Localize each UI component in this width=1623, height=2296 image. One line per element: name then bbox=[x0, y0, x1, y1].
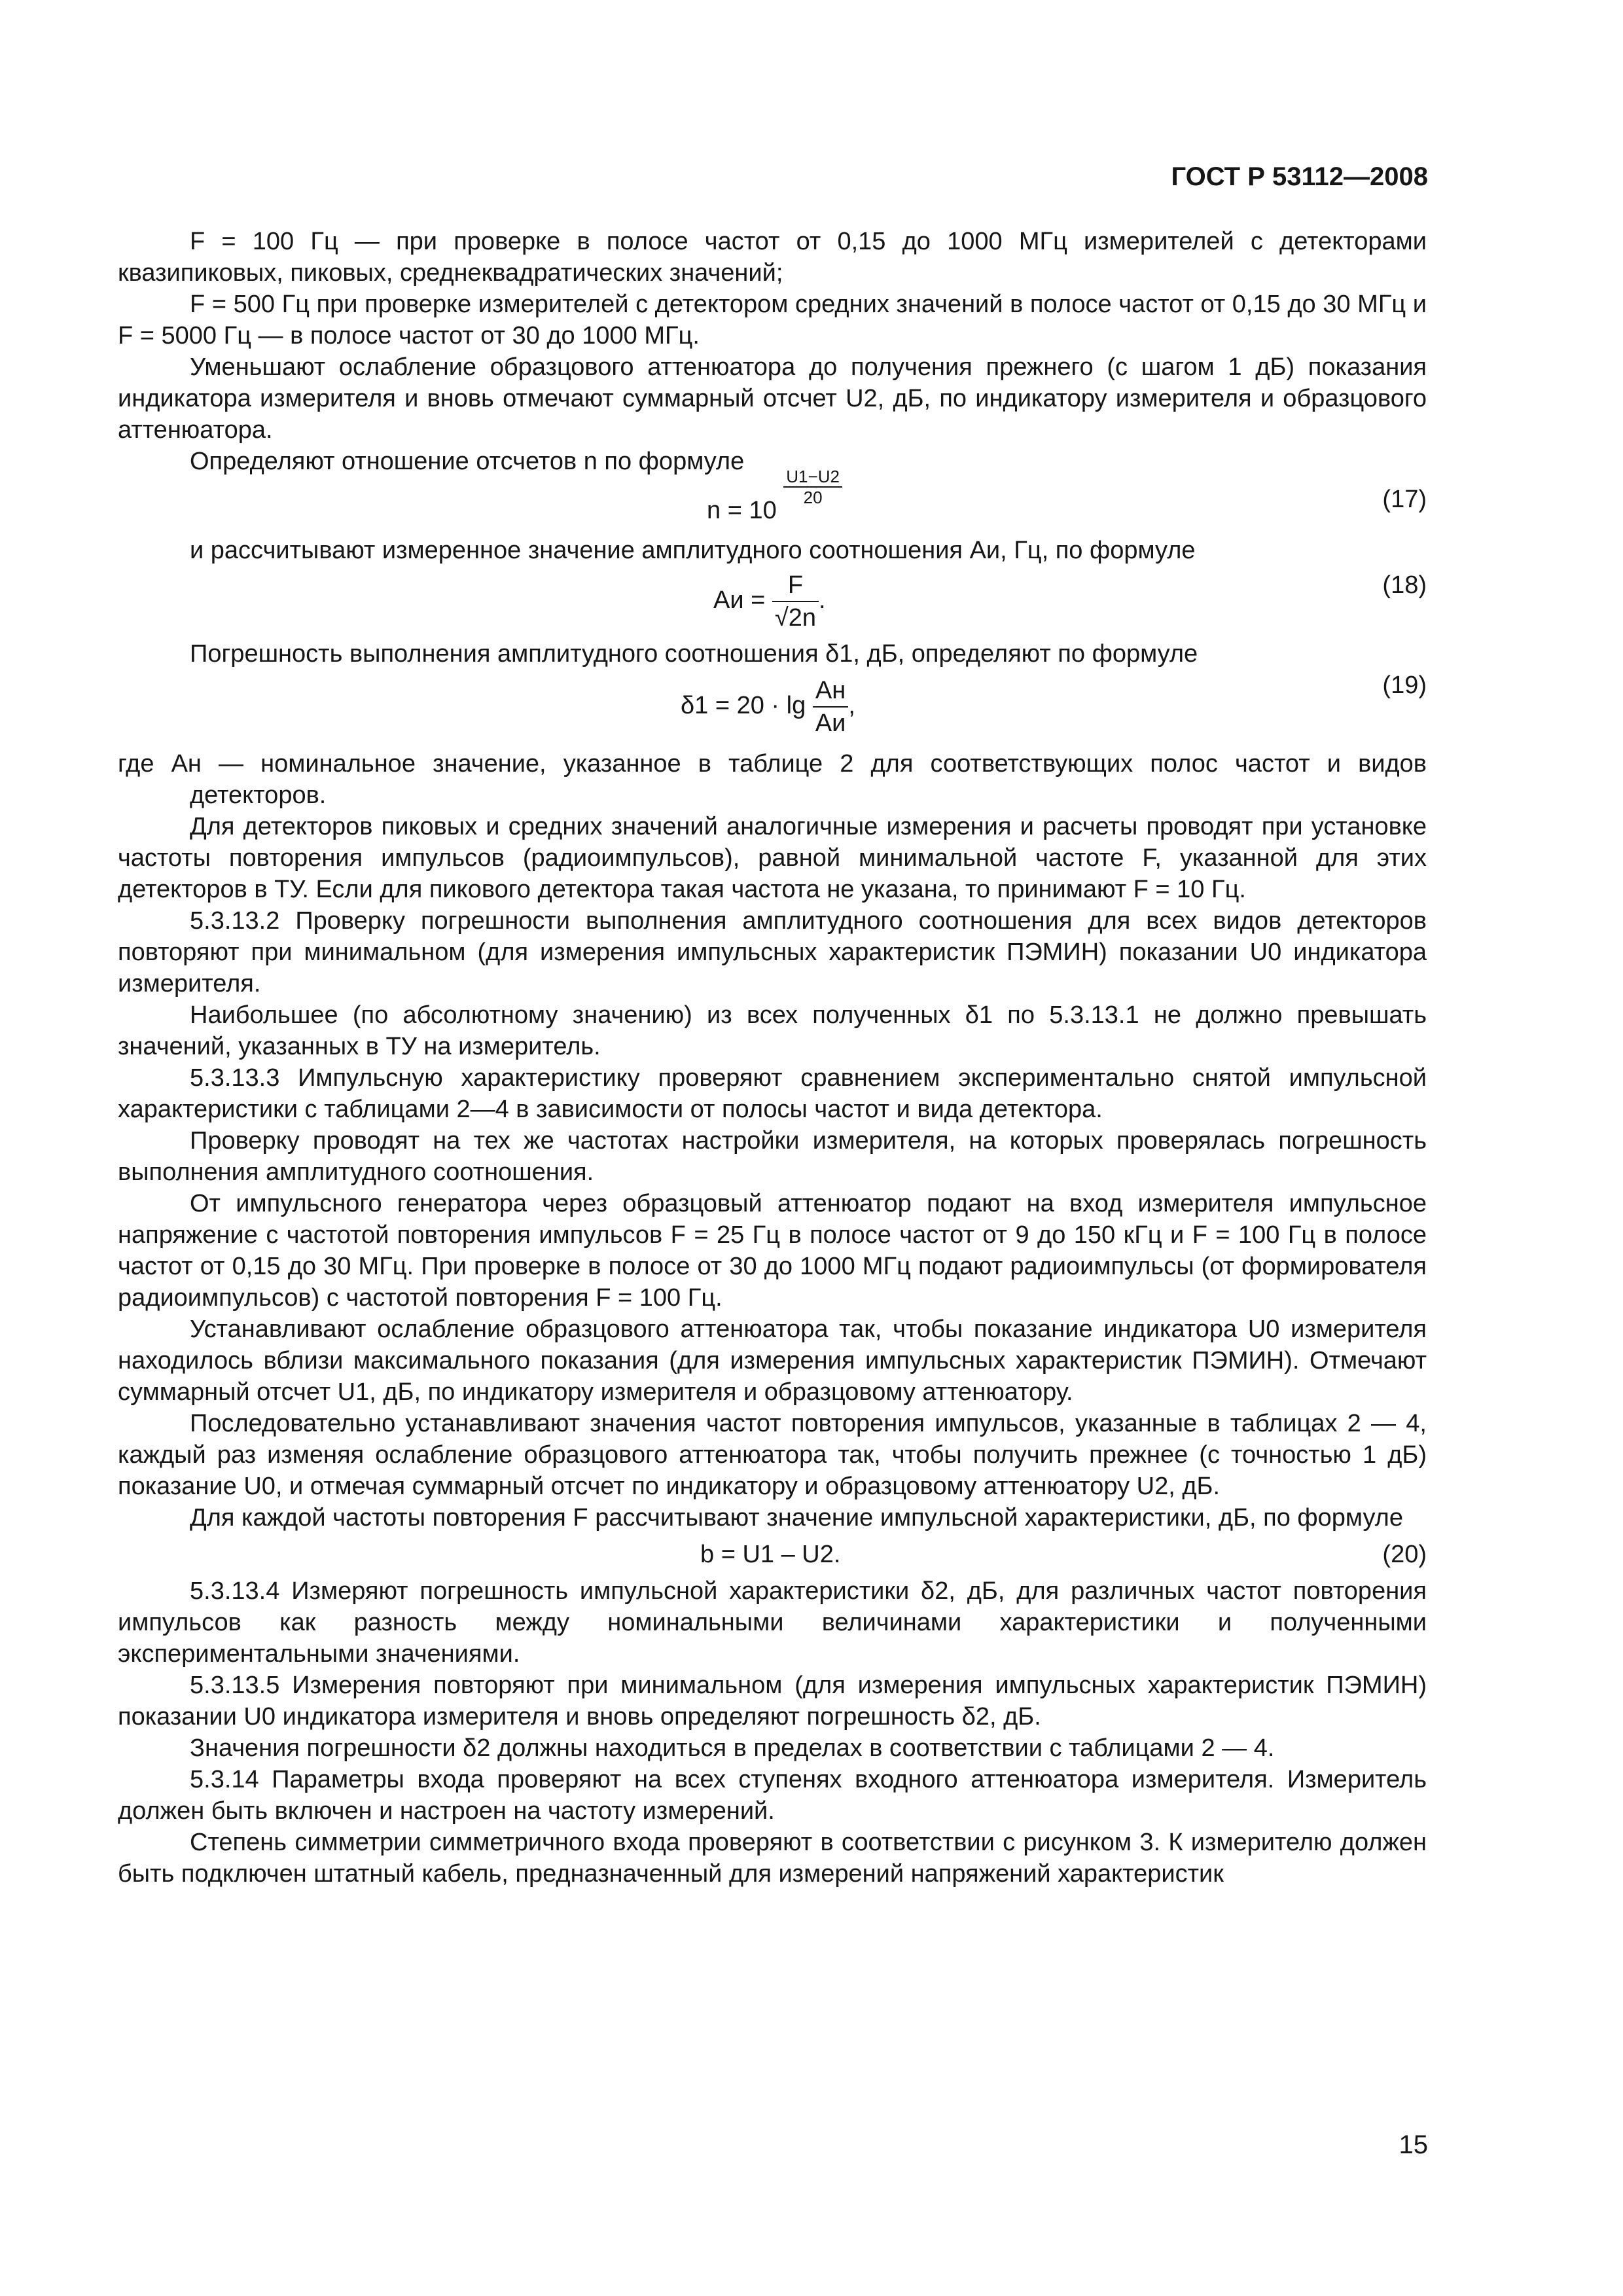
formula-17-exponent bbox=[783, 467, 842, 507]
formula-18-tail: . bbox=[819, 586, 826, 615]
paragraph: F = 500 Гц при проверке измерителей с детектором средних значений в полосе частот от 0,15 до 30 МГц и F = 5000 Гц — в полосе частот от 30 до 1000 МГц. bbox=[118, 291, 1427, 350]
paragraph: Последовательно устанавливают значения частот повторения импульсов, указанные в таблицах 2 — 4, каждый раз изменяя ослабление образцового аттенюатора так, чтобы получить прежнее (с точностью 1 дБ) показание U0, и отмечая суммарный отсчет по индикатору и образцовому аттенюатору U2, дБ. bbox=[118, 1410, 1427, 1500]
paragraph: Степень симметрии симметричного входа проверяют в соответствии с рисунком 3. К измерителю должен быть подключен штатный кабель, предназначенный для измерений напряжений характеристик bbox=[118, 1829, 1427, 1888]
formula-18-fraction bbox=[772, 569, 819, 634]
paragraph: 5.3.13.3 Импульсную характеристику проверяют сравнением экспериментально снятой импульсной характеристики с таблицами 2—4 в зависимости от полосы частот и вида детектора. bbox=[118, 1064, 1427, 1123]
formula-17-lhs: n = 10 bbox=[707, 497, 777, 525]
formula-20 bbox=[118, 1534, 1427, 1575]
paragraph: Определяют отношение отсчетов n по формуле bbox=[190, 448, 745, 475]
formula-17-exp-denominator: 20 bbox=[803, 488, 823, 507]
paragraph: Погрешность выполнения амплитудного соотношения δ1, дБ, определяют по формуле bbox=[190, 640, 1198, 668]
standard-code-header: ГОСТ Р 53112—2008 bbox=[1171, 162, 1428, 191]
formula-18-denominator: √2n bbox=[774, 604, 817, 632]
body-text bbox=[118, 226, 1427, 1890]
paragraph: и рассчитывают измеренное значение амплитудного соотношения Aи, Гц, по формуле bbox=[190, 537, 1196, 564]
formula-17-exp-numerator: U1−U2 bbox=[783, 467, 842, 488]
page-number: 15 bbox=[1399, 2130, 1428, 2159]
paragraph: Для каждой частоты повторения F рассчитывают значение импульсной характеристики, дБ, по формуле bbox=[190, 1504, 1403, 1532]
formula-20-expression: b = U1 – U2. bbox=[700, 1541, 841, 1568]
formula-18-number: (18) bbox=[1382, 571, 1427, 599]
formula-19-lhs: δ1 = 20 · lg bbox=[681, 692, 806, 720]
formula-18 bbox=[118, 566, 1427, 638]
formula-18-lhs: Aи = bbox=[713, 586, 766, 615]
paragraph: где Aн — номинальное значение, указанное в таблице 2 для соответствующих полос частот и видов детекторов. bbox=[118, 750, 1427, 809]
paragraph: От импульсного генератора через образцовый аттенюатор подают на вход измерителя импульсное напряжение с частотой повторения импульсов F = 25 Гц в полосе частот от 9 до 150 кГц и F = 100 Гц в полосе частот от 0,15 до 30 МГц. При проверке в полосе от 30 до 1000 МГц подают радиоимпульсы (от формирователя радиоимпульсов) с частотой повторения F = 100 Гц. bbox=[118, 1190, 1427, 1312]
paragraph: Наибольшее (по абсолютному значению) из всех полученных δ1 по 5.3.13.1 не должно превышать значений, указанных в ТУ на измеритель. bbox=[118, 1001, 1427, 1060]
formula-19-numerator: Aн bbox=[813, 675, 849, 708]
formula-17-number: (17) bbox=[1382, 486, 1427, 513]
paragraph: 5.3.13.4 Измеряют погрешность импульсной характеристики δ2, дБ, для различных частот повторения импульсов как разность между номинальными величинами характеристики и полученными экспериментальными значениями. bbox=[118, 1577, 1427, 1668]
paragraph: Для детекторов пиковых и средних значений аналогичные измерения и расчеты проводят при установке частоты повторения импульсов (радиоимпульсов), равной минимальной частоте F, указанной для этих детекторов в ТУ. Если для пикового детектора такая частота не указана, то принимают F = 10 Гц. bbox=[118, 813, 1427, 903]
paragraph: 5.3.14 Параметры входа проверяют на всех ступенях входного аттенюатора измерителя. Измеритель должен быть включен и настроен на частоту измерений. bbox=[118, 1766, 1427, 1825]
formula-19-tail: , bbox=[848, 692, 855, 720]
formula-19-fraction bbox=[813, 675, 849, 739]
formula-19-number: (19) bbox=[1382, 672, 1427, 699]
formula-19 bbox=[118, 670, 1427, 748]
paragraph: 5.3.13.5 Измерения повторяют при минимальном (для измерения импульсных характеристик ПЭМИН) показании U0 индикатора измерителя и вновь определяют погрешность δ2, дБ. bbox=[118, 1672, 1427, 1731]
paragraph: F = 100 Гц — при проверке в полосе частот от 0,15 до 1000 МГц измерителей с детекторами квазипиковых, пиковых, среднеквадратических значений; bbox=[118, 228, 1427, 287]
formula-20-number: (20) bbox=[1382, 1541, 1427, 1568]
paragraph: 5.3.13.2 Проверку погрешности выполнения амплитудного соотношения для всех видов детекторов повторяют при минимальном (для измерения импульсных характеристик ПЭМИН) показании U0 индикатора измерителя. bbox=[118, 907, 1427, 997]
formula-19-denominator: Aи bbox=[815, 709, 846, 737]
formula-17 bbox=[118, 467, 1427, 535]
paragraph: Значения погрешности δ2 должны находиться в пределах в соответствии с таблицами 2 — 4. bbox=[190, 1734, 1275, 1762]
paragraph: Уменьшают ослабление образцового аттенюатора до получения прежнего (с шагом 1 дБ) показания индикатора измерителя и вновь отмечают суммарный отсчет U2, дБ, по индикатору измерителя и образцового аттенюатора. bbox=[118, 353, 1427, 444]
paragraph: Устанавливают ослабление образцового аттенюатора так, чтобы показание индикатора U0 измерителя находилось вблизи максимального показания (для измерения импульсных характеристик ПЭМИН). Отмечают суммарный отсчет U1, дБ, по индикатору измерителя и образцовому аттенюатору. bbox=[118, 1316, 1427, 1406]
paragraph: Проверку проводят на тех же частотах настройки измерителя, на которых проверялась погрешность выполнения амплитудного соотношения. bbox=[118, 1127, 1427, 1186]
formula-18-numerator: F bbox=[772, 569, 819, 602]
